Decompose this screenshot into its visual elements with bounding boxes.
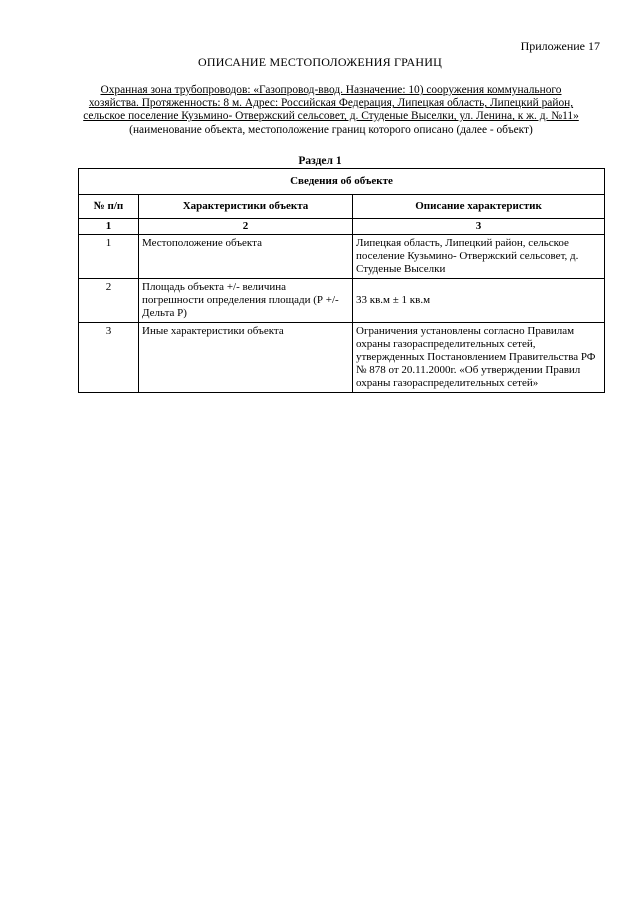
- row-description: Липецкая область, Липецкий район, сельское поселение Кузьмино- Отвержский сельсовет, д. Студеные Выселки: [353, 235, 605, 279]
- table-column-number-row: [79, 219, 605, 235]
- column-number: 3: [353, 219, 605, 235]
- table-row: [79, 235, 605, 279]
- appendix-label: Приложение 17: [520, 39, 600, 53]
- row-description: 33 кв.м ± 1 кв.м: [353, 279, 605, 323]
- row-number: 1: [79, 235, 139, 279]
- table-caption-row: [79, 169, 605, 195]
- table-caption: Сведения об объекте: [79, 169, 605, 195]
- row-characteristic: Местоположение объекта: [139, 235, 353, 279]
- row-number: 2: [79, 279, 139, 323]
- object-description: [80, 84, 582, 137]
- header-characteristic: Характеристики объекта: [139, 195, 353, 219]
- table-header-row: [79, 195, 605, 219]
- object-info-table: [78, 168, 605, 393]
- row-number: 3: [79, 323, 139, 393]
- row-characteristic: Иные характеристики объекта: [139, 323, 353, 393]
- header-number: № п/п: [79, 195, 139, 219]
- table-row: [79, 323, 605, 393]
- table-row: [79, 279, 605, 323]
- object-description-line: Охранная зона трубопроводов: «Газопровод-ввод. Назначение: 10) сооружения коммунального: [100, 84, 562, 96]
- object-description-line: хозяйства. Протяженность: 8 м. Адрес: Российская Федерация, Липецкая область, Липецкий район,: [88, 97, 574, 110]
- document-title: ОПИСАНИЕ МЕСТОПОЛОЖЕНИЯ ГРАНИЦ: [198, 55, 442, 69]
- row-description: Ограничения установлены согласно Правилам охраны газораспределительных сетей, утвержденных Постановлением Правительства РФ № 878 от 20.11.2000г. «Об утверждении Правил охраны газораспределительных сетей»: [353, 323, 605, 393]
- row-characteristic: Площадь объекта +/- величина погрешности определения площади (Р +/- Дельта Р): [139, 279, 353, 323]
- column-number: 1: [79, 219, 139, 235]
- column-number: 2: [139, 219, 353, 235]
- object-description-line: сельское поселение Кузьмино- Отвержский сельсовет, д. Студеные Выселки, ул. Ленина, к ж. д. №11»: [83, 110, 579, 123]
- header-description: Описание характеристик: [353, 195, 605, 219]
- section-title: Раздел 1: [298, 155, 342, 167]
- object-description-note: (наименование объекта, местоположение границ которого описано (далее - объект): [129, 123, 533, 136]
